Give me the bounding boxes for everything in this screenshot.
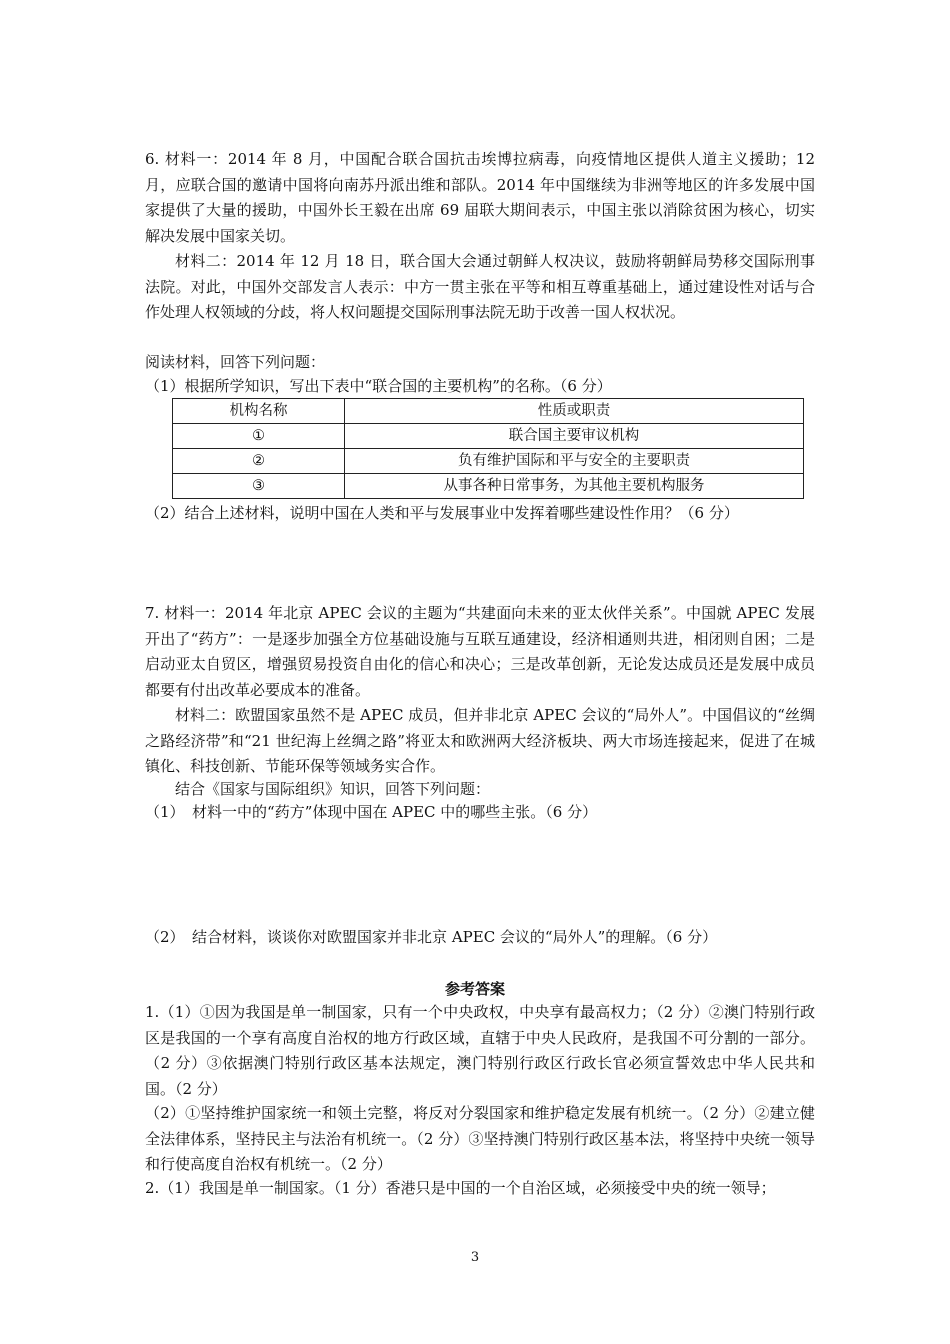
q7-material-two: 材料二：欧盟国家虽然不是 APEC 成员，但并非北京 APEC 会议的“局外人”。中国倡议的“丝绸之路经济带”和“21 世纪海上丝绸之路”将亚太和欧洲两大经济板块、两大市场连接起来，促进了在城镇化、科技创新、节能环保等领域务实合作。 <box>145 706 815 775</box>
q6-sub-question-1: （1）根据所学知识，写出下表中“联合国的主要机构”的名称。（6 分） <box>145 377 612 395</box>
table-header-cell: 性质或职责 <box>345 399 804 424</box>
q6-material-two: 材料二：2014 年 12 月 18 日，联合国大会通过朝鲜人权决议，鼓励将朝鲜局势移交国际刑事法院。对此，中国外交部发言人表示：中方一贯主张在平等和相互尊重基础上，通过建设性对话与合作处理人权领域的分歧，将人权问题提交国际刑事法院无助于改善一国人权状况。 <box>145 252 815 321</box>
table-header-row <box>173 399 804 424</box>
answer-1-part-1: 1.（1）①因为我国是单一制国家，只有一个中央政权，中央享有最高权力；（2 分）②澳门特别行政区是我国的一个享有高度自治权的地方行政区域，直辖于中央人民政府，是我国不可分割的一部分。（2 分）③依据澳门特别行政区基本法规定，澳门特别行政区行政长官必须宣誓效忠中华人民共和国。（2 分） <box>145 1003 815 1098</box>
table-cell: 联合国主要审议机构 <box>345 424 804 449</box>
table-row <box>173 474 804 499</box>
q7-material-one: 7. 材料一：2014 年北京 APEC 会议的主题为“共建面向未来的亚太伙伴关系”。中国就 APEC 发展开出了“药方”：一是逐步加强全方位基础设施与互联互通建设，经济相通则共进，相闭则自困；二是启动亚太自贸区，增强贸易投资自由化的信心和决心；三是改革创新，无论发达成员还是发展中成员都要有付出改革必要成本的准备。 <box>145 604 815 699</box>
q7-sub-question-1: （1） 材料一中的“药方”体现中国在 APEC 中的哪些主张。（6 分） <box>145 803 598 821</box>
q6-sub-question-2: （2）结合上述材料，说明中国在人类和平与发展事业中发挥着哪些建设性作用？（6 分） <box>145 504 739 522</box>
answer-2-part-1: 2.（1）我国是单一制国家。（1 分）香港只是中国的一个自治区域，必须接受中央的统一领导； <box>145 1179 776 1197</box>
page-number: 3 <box>470 1250 480 1265</box>
q7-instruction: 结合《国家与国际组织》知识，回答下列问题： <box>175 780 491 798</box>
table-cell: ① <box>173 424 345 449</box>
un-organs-table <box>172 398 804 499</box>
table-row <box>173 424 804 449</box>
table-cell: ③ <box>173 474 345 499</box>
answers-title: 参考答案 <box>444 980 505 998</box>
answer-1-part-2: （2）①坚持维护国家统一和领土完整，将反对分裂国家和维护稳定发展有机统一。（2 分）②建立健全法律体系，坚持民主与法治有机统一。（2 分）③坚持澳门特别行政区基本法，将坚持中央统一领导和行使高度自治权有机统一。（2 分） <box>145 1104 815 1173</box>
table-header-cell: 机构名称 <box>173 399 345 424</box>
q7-sub-question-2: （2） 结合材料，谈谈你对欧盟国家并非北京 APEC 会议的“局外人”的理解。（6 分） <box>145 928 718 946</box>
table-row <box>173 449 804 474</box>
table-cell: 从事各种日常事务，为其他主要机构服务 <box>345 474 804 499</box>
table-cell: ② <box>173 449 345 474</box>
table-cell: 负有维护国际和平与安全的主要职责 <box>345 449 804 474</box>
q6-instruction: 阅读材料，回答下列问题： <box>145 353 326 371</box>
q6-material-one: 6. 材料一：2014 年 8 月，中国配合联合国抗击埃博拉病毒，向疫情地区提供人道主义援助；12 月，应联合国的邀请中国将向南苏丹派出维和部队。2014 年中国继续为非洲等地区的许多发展中国家提供了大量的援助，中国外长王毅在出席 69 届联大期间表示，中国主张以消除贫困为核心，切实解决发展中国家关切。 <box>145 150 815 245</box>
